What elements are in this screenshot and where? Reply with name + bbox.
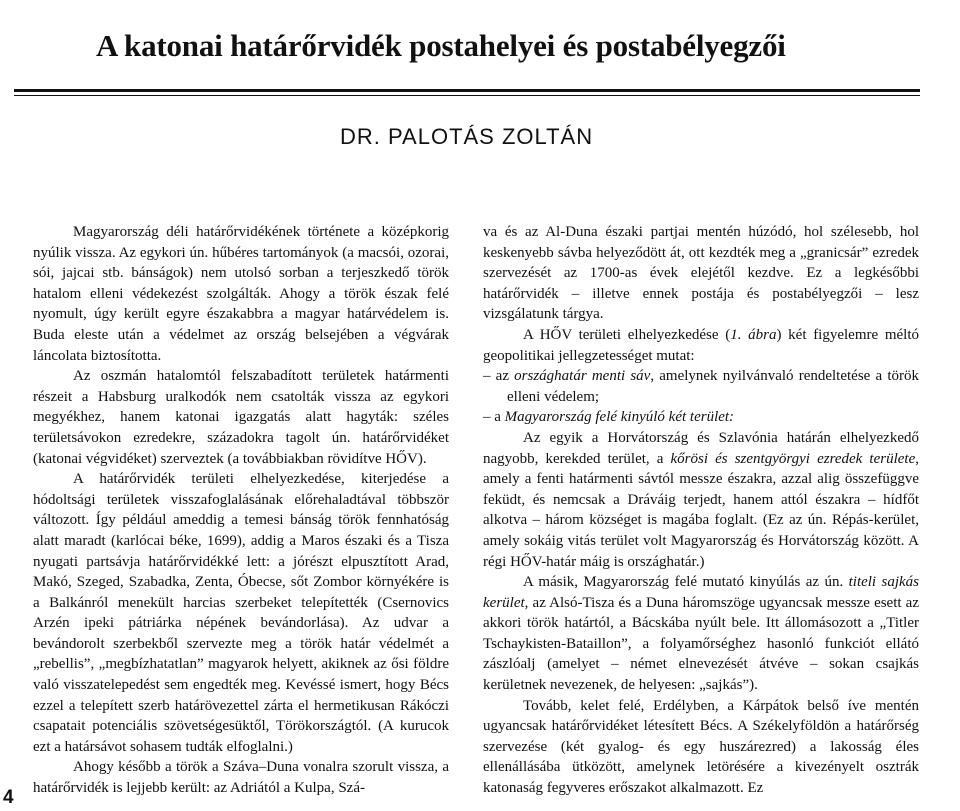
text-run: A másik, Magyarország felé mutató kinyúlás az ún. <box>523 574 849 591</box>
paragraph <box>483 325 919 366</box>
paragraph: va és az Al-Duna északi partjai mentén húzódó, hol szélesebb, hol keskenyebb sávba helyeződött át, ott kezdték meg a „granicsár” ezredek szervezését az 1700-as évek elejétől kezdve. Ez a legkésőbbi határőrvidék – illetve ennek postája és postabélyegzői – lesz vizsgálatunk tárgya. <box>483 224 919 323</box>
text-run: – az <box>483 368 515 385</box>
text-run: , amelynek nyilvánvaló rendeltetése a török elleni védelem; <box>507 368 919 405</box>
right-column <box>483 222 919 799</box>
paragraph <box>483 428 919 572</box>
emphasis: titeli sajkás kerület <box>483 574 920 611</box>
author-name: DR. PALOTÁS ZOLTÁN <box>340 124 594 149</box>
text-run: , amely a fenti határmenti sávtól messze északra, azzal alig összefüggve feküdt, és nemcsak a Dráváig terjedt, hanem attól északra – hídfőt alkotva – három községet is magába foglalt. (Ez az ún. Répás-kerület, amely sokáig vitás terület volt Magyarország és Horvátország között. A régi HŐV-határ máig is országhatár.) <box>483 450 919 570</box>
list-item <box>483 366 919 407</box>
paragraph: Ahogy később a török a Száva–Duna vonalra szorult vissza, a határőrvidék is lejjebb került: az Adriától a Kulpa, Szá- <box>33 759 449 797</box>
text-run: Az egyik a Horvátország és Szlavónia határán elhelyezkedő nagyobb, kerekded terület, a <box>483 429 919 467</box>
text-run: A HŐV területi elhelyezkedése ( <box>523 326 731 343</box>
list-item <box>483 407 919 428</box>
figure-reference: 1. ábra <box>730 326 777 343</box>
paragraph <box>483 572 919 696</box>
paragraph: A határőrvidék területi elhelyezkedése, kiterjedése a hódoltsági területek visszafoglalásának előrehaladtával többször változott. Így például ameddig a temesi bánság török fennhatóság alatt maradt (karlócai béke, 1699), addig a Maros északi és a Tisza nyugati partsávja határőrvidékké lett: a jórészt elpusztított Arad, Makó, Szeged, Szabadka, Zenta, Óbecse, sőt Zombor környékére is a Balkánról menekült harcias szerbeket telepítették (Csernovics Arzén ipeki pátriárka népének bevándorlása). Az udvar a bevándorolt szerbekből szervezte meg a török határ védelmét a „rebellis”, „megbízhatatlan” magyarok helyett, akiknek az ősi földre való visszatelepedést sem engedték meg. Kevéssé ismert, hogy Bécs ezzel a telepített szerb határövezettel zárta el hermetikusan Rákóczi csapatait potenciális szövetségesüktől, Törökországtól. (A kurucok ezt a határsávot sohasem tudták elfoglalni.) <box>33 471 449 755</box>
page-number: 4 <box>3 787 14 808</box>
title-rule-thin <box>14 95 920 96</box>
title-rule-thick <box>14 89 920 92</box>
text-run: ) két figyelemre méltó geopolitikai jellegzetességet mutat: <box>483 326 919 364</box>
article-title: A katonai határőrvidék postahelyei és postabélyegzői <box>96 28 786 63</box>
paragraph: Tovább, kelet felé, Erdélyben, a Kárpátok belső íve mentén ugyancsak határőrvidéket létesített Bécs. A Székelyföldön a határőrség szervezése (két gyalog- és egy huszárezred) a lakosság éles ellenállásába ütközött, amelynek letörésére a kivezényelt osztrák katonaság fegyveres erőszakot alkalmazott. Ez <box>483 697 919 797</box>
left-column <box>33 222 449 799</box>
emphasis: Magyarország felé kinyúló két terület: <box>504 409 735 426</box>
emphasis: országhatár menti sáv <box>514 368 651 385</box>
text-run: , az Alsó-Tisza és a Duna háromszöge ugyancsak messze esett az akkori török határtól, a Bácskába nyúlt bele. Itt állomásozott a „Titler Tschaykisten-Bataillon”, a folyamőrséghez hasonló funkciót ellátó zászlóalj (amelyet – német elnevezését átvéve – sokan csajkás kerületnek nevezenek, de helyesen: „sajkás”). <box>483 594 919 694</box>
paragraph: Magyarország déli határőrvidékének története a középkorig nyúlik vissza. Az egykori ún. hűbéres tartományok (a macsói, ozorai, sói, jajcai stb. bánságok) nem utolsó sorban a terjeszkedő török hatalom elleni védekezést szolgálták. Ahogy a török észak felé nyomult, úgy került egyre északabbra a magyar határvédelem is. Buda eleste után a védelmet az ország belsejében a végvárak láncolata biztosította. <box>33 224 449 364</box>
emphasis: kőrösi és szentgyörgyi ezredek területe <box>670 450 916 467</box>
text-run: – a <box>483 409 505 426</box>
paragraph: Az oszmán hatalomtól felszabadított területek határmenti részeit a Habsburg uralkodók nem csatolták vissza az egykori megyékhez, hanem katonai igazgatás alatt hagyták: széles területsávokon ezredekre, századokra tagolt ún. határőrvidéket (katonai végvidéket) szerveztek (a továbbiakban rövidítve HŐV). <box>33 368 449 467</box>
